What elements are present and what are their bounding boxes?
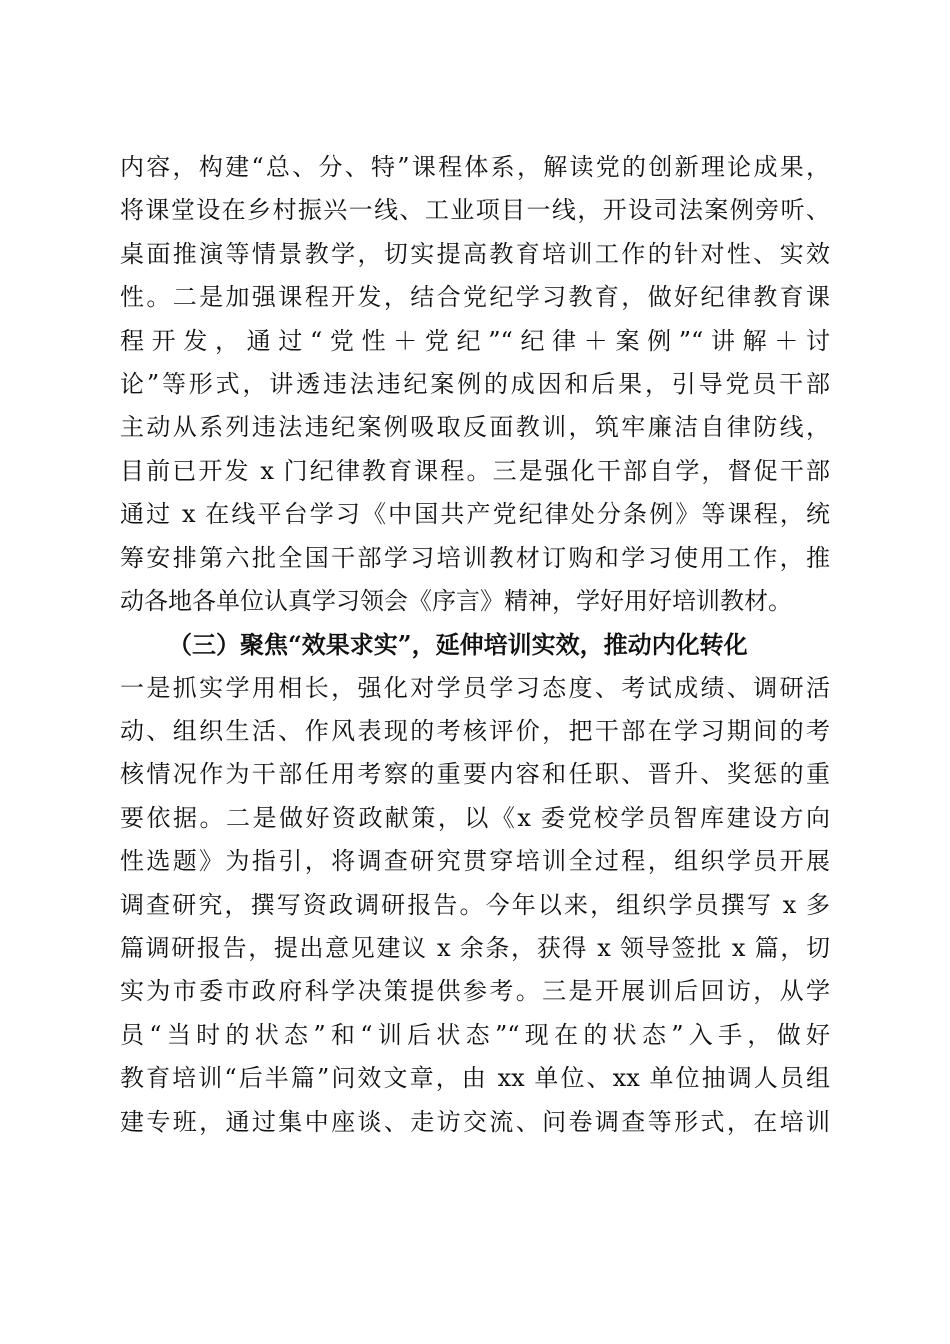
text-line: 目前已开发 x 门纪律教育课程。三是强化干部自学，督促干部	[120, 456, 830, 485]
body-text	[120, 146, 830, 1144]
section-heading: （三）聚焦“效果求实”，延伸培训实效，推动内化转化	[168, 630, 748, 660]
text-line: 论”等形式，讲透违法违纪案例的成因和后果，引导党员干部	[120, 369, 830, 398]
text-line: 主动从系列违法违纪案例吸取反面教训，筑牢廉洁自律防线，	[120, 413, 830, 442]
text-line: 动各地各单位认真学习领会《序言》精神，学好用好培训教材。	[120, 586, 792, 615]
text-line: 性。二是加强课程开发，结合党纪学习教育，做好纪律教育课	[120, 283, 830, 312]
text-line: 调查研究，撰写资政调研报告。今年以来，组织学员撰写 x 多	[120, 890, 830, 919]
text-line: 通过 x 在线平台学习《中国共产党纪律处分条例》等课程，统	[120, 500, 830, 529]
text-line: 桌面推演等情景教学，切实提高教育培训工作的针对性、实效	[120, 239, 830, 268]
text-line: 性选题》为指引，将调查研究贯穿培训全过程，组织学员开展	[120, 847, 830, 876]
text-line: 教育培训“后半篇”问效文章，由 xx 单位、xx 单位抽调人员组	[120, 1064, 830, 1093]
text-line: 程开发，通过“党性＋党纪”“纪律＋案例”“讲解＋讨	[120, 326, 830, 355]
text-line: 员“当时的状态”和“训后状态”“现在的状态”入手，做好	[120, 1020, 830, 1049]
text-line: 一是抓实学用相长，强化对学员学习态度、考试成绩、调研活	[120, 673, 830, 702]
text-line: 要依据。二是做好资政献策，以《x 委党校学员智库建设方向	[120, 803, 830, 832]
text-line: 核情况作为干部任用考察的重要内容和任职、晋升、奖惩的重	[120, 760, 830, 789]
text-line: 筹安排第六批全国干部学习培训教材订购和学习使用工作，推	[120, 543, 830, 572]
text-line: 内容，构建“总、分、特”课程体系，解读党的创新理论成果，	[120, 153, 830, 181]
text-line: 实为市委市政府科学决策提供参考。三是开展训后回访，从学	[120, 977, 830, 1006]
text-line: 建专班，通过集中座谈、走访交流、问卷调查等形式，在培训	[120, 1107, 830, 1136]
text-line: 将课堂设在乡村振兴一线、工业项目一线，开设司法案例旁听、	[120, 196, 830, 225]
text-line: 动、组织生活、作风表现的考核评价，把干部在学习期间的考	[120, 717, 830, 746]
text-line: 篇调研报告，提出意见建议 x 余条，获得 x 领导签批 x 篇，切	[120, 934, 830, 963]
